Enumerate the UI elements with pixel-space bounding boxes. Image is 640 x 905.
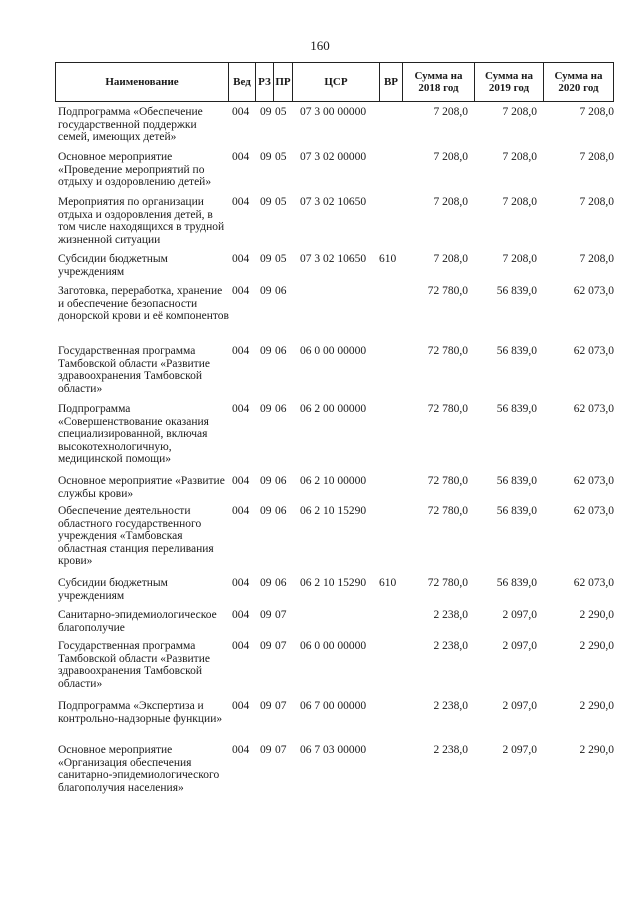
row-rz: 09 [260,577,272,589]
row-sum-2019: 56 839,0 [496,505,537,517]
row-rz: 09 [260,403,272,415]
row-pr: 05 [275,253,287,265]
row-ved: 004 [232,345,250,357]
row-sum-2018: 72 780,0 [427,577,468,589]
row-ved: 004 [232,505,250,517]
row-sum-2018: 2 238,0 [433,640,468,652]
row-pr: 06 [275,475,287,487]
row-name: Санитарно-эпидемиологическое благополучие [58,609,217,634]
row-sum-2019: 7 208,0 [502,196,537,208]
header-pr: ПР [274,63,293,102]
row-sum-2019: 56 839,0 [496,577,537,589]
row-name: Подпрограмма «Экспертиза и контрольно-надзорные функции» [58,700,223,725]
row-sum-2020: 2 290,0 [579,640,614,652]
row-sum-2018: 72 780,0 [427,345,468,357]
header-sum-2020: Сумма на 2020 год [544,63,614,102]
row-ved: 004 [232,253,250,265]
row-name: Подпрограмма «Обеспечение государственной поддержки семей, имеющих детей» [58,106,203,143]
row-csr: 06 0 00 00000 [300,345,367,357]
row-rz: 09 [260,345,272,357]
row-sum-2019: 7 208,0 [502,253,537,265]
row-rz: 09 [260,285,272,297]
row-sum-2020: 7 208,0 [579,106,614,118]
row-sum-2019: 56 839,0 [496,403,537,415]
row-sum-2020: 62 073,0 [573,577,614,589]
row-pr: 06 [275,505,287,517]
row-csr: 07 3 02 10650 [300,196,367,208]
row-rz: 09 [260,609,272,621]
row-sum-2018: 7 208,0 [433,106,468,118]
row-ved: 004 [232,403,250,415]
row-csr: 06 2 00 00000 [300,403,367,415]
row-csr: 07 3 00 00000 [300,106,367,118]
row-name: Основное мероприятие «Проведение мероприятий по отдыху и оздоровлению детей» [58,151,212,188]
row-sum-2020: 7 208,0 [579,151,614,163]
row-csr: 06 2 10 15290 [300,505,367,517]
row-sum-2020: 2 290,0 [579,700,614,712]
row-ved: 004 [232,475,250,487]
row-ved: 004 [232,577,250,589]
row-name: Субсидии бюджетным учреждениям [58,253,168,278]
row-sum-2019: 7 208,0 [502,106,537,118]
page-number: 160 [310,38,330,53]
row-csr: 06 7 03 00000 [300,744,367,756]
header-rz: РЗ [256,63,274,102]
row-sum-2018: 72 780,0 [427,285,468,297]
row-name: Мероприятия по организации отдыха и оздоровления детей, в том числе находящихся в трудной жизненной ситуации [58,196,225,246]
row-pr: 06 [275,403,287,415]
row-name: Субсидии бюджетным учреждениям [58,577,168,602]
header-ved: Вед [229,63,256,102]
row-ved: 004 [232,106,250,118]
row-sum-2019: 56 839,0 [496,285,537,297]
row-sum-2019: 56 839,0 [496,475,537,487]
row-sum-2019: 56 839,0 [496,345,537,357]
row-rz: 09 [260,744,272,756]
row-sum-2018: 72 780,0 [427,475,468,487]
row-csr: 07 3 02 10650 [300,253,367,265]
row-sum-2020: 2 290,0 [579,744,614,756]
header-name: Наименование [56,63,229,102]
row-sum-2020: 62 073,0 [573,403,614,415]
row-rz: 09 [260,106,272,118]
row-pr: 06 [275,285,287,297]
row-name: Государственная программа Тамбовской области «Развитие здравоохранения Тамбовской области» [58,345,210,395]
row-sum-2018: 2 238,0 [433,744,468,756]
row-ved: 004 [232,285,250,297]
row-vr: 610 [379,577,397,589]
header-csr: ЦСР [293,63,380,102]
row-ved: 004 [232,744,250,756]
row-pr: 06 [275,345,287,357]
row-ved: 004 [232,609,250,621]
row-sum-2019: 2 097,0 [502,609,537,621]
row-rz: 09 [260,196,272,208]
row-sum-2019: 7 208,0 [502,151,537,163]
row-pr: 07 [275,700,287,712]
row-sum-2019: 2 097,0 [502,744,537,756]
row-rz: 09 [260,475,272,487]
row-sum-2018: 7 208,0 [433,151,468,163]
row-pr: 07 [275,609,287,621]
row-rz: 09 [260,253,272,265]
row-ved: 004 [232,640,250,652]
row-vr: 610 [379,253,397,265]
row-sum-2020: 2 290,0 [579,609,614,621]
row-name: Основное мероприятие «Развитие службы крови» [58,475,225,500]
row-ved: 004 [232,151,250,163]
header-vr: ВР [380,63,403,102]
row-pr: 05 [275,196,287,208]
row-sum-2018: 7 208,0 [433,253,468,265]
row-sum-2020: 7 208,0 [579,196,614,208]
row-pr: 05 [275,106,287,118]
row-sum-2019: 2 097,0 [502,700,537,712]
table-header [55,62,614,102]
row-sum-2018: 2 238,0 [433,609,468,621]
row-rz: 09 [260,700,272,712]
row-ved: 004 [232,700,250,712]
row-sum-2020: 7 208,0 [579,253,614,265]
row-name: Обеспечение деятельности областного государственного учреждения «Тамбовская областная станция переливания крови» [58,505,214,567]
row-sum-2020: 62 073,0 [573,285,614,297]
row-rz: 09 [260,640,272,652]
row-rz: 09 [260,151,272,163]
row-name: Государственная программа Тамбовской области «Развитие здравоохранения Тамбовской области» [58,640,210,690]
row-csr: 06 2 10 15290 [300,577,367,589]
row-sum-2018: 7 208,0 [433,196,468,208]
row-pr: 07 [275,640,287,652]
row-ved: 004 [232,196,250,208]
row-pr: 07 [275,744,287,756]
row-sum-2020: 62 073,0 [573,505,614,517]
row-name: Подпрограмма «Совершенствование оказания специализированной, включая высокотехнологичную, медицинской помощи» [58,403,209,465]
row-rz: 09 [260,505,272,517]
row-csr: 06 2 10 00000 [300,475,367,487]
row-sum-2020: 62 073,0 [573,345,614,357]
header-sum-2018: Сумма на 2018 год [403,63,475,102]
row-pr: 05 [275,151,287,163]
row-csr: 07 3 02 00000 [300,151,367,163]
row-name: Заготовка, переработка, хранение и обеспечение безопасности донорской крови и её компонентов [58,285,229,322]
row-sum-2019: 2 097,0 [502,640,537,652]
row-sum-2018: 72 780,0 [427,403,468,415]
row-csr: 06 7 00 00000 [300,700,367,712]
row-name: Основное мероприятие «Организация обеспечения санитарно-эпидемиологического благополучия населения» [58,744,220,794]
row-sum-2020: 62 073,0 [573,475,614,487]
row-sum-2018: 72 780,0 [427,505,468,517]
header-sum-2019: Сумма на 2019 год [475,63,544,102]
row-pr: 06 [275,577,287,589]
row-csr: 06 0 00 00000 [300,640,367,652]
row-sum-2018: 2 238,0 [433,700,468,712]
